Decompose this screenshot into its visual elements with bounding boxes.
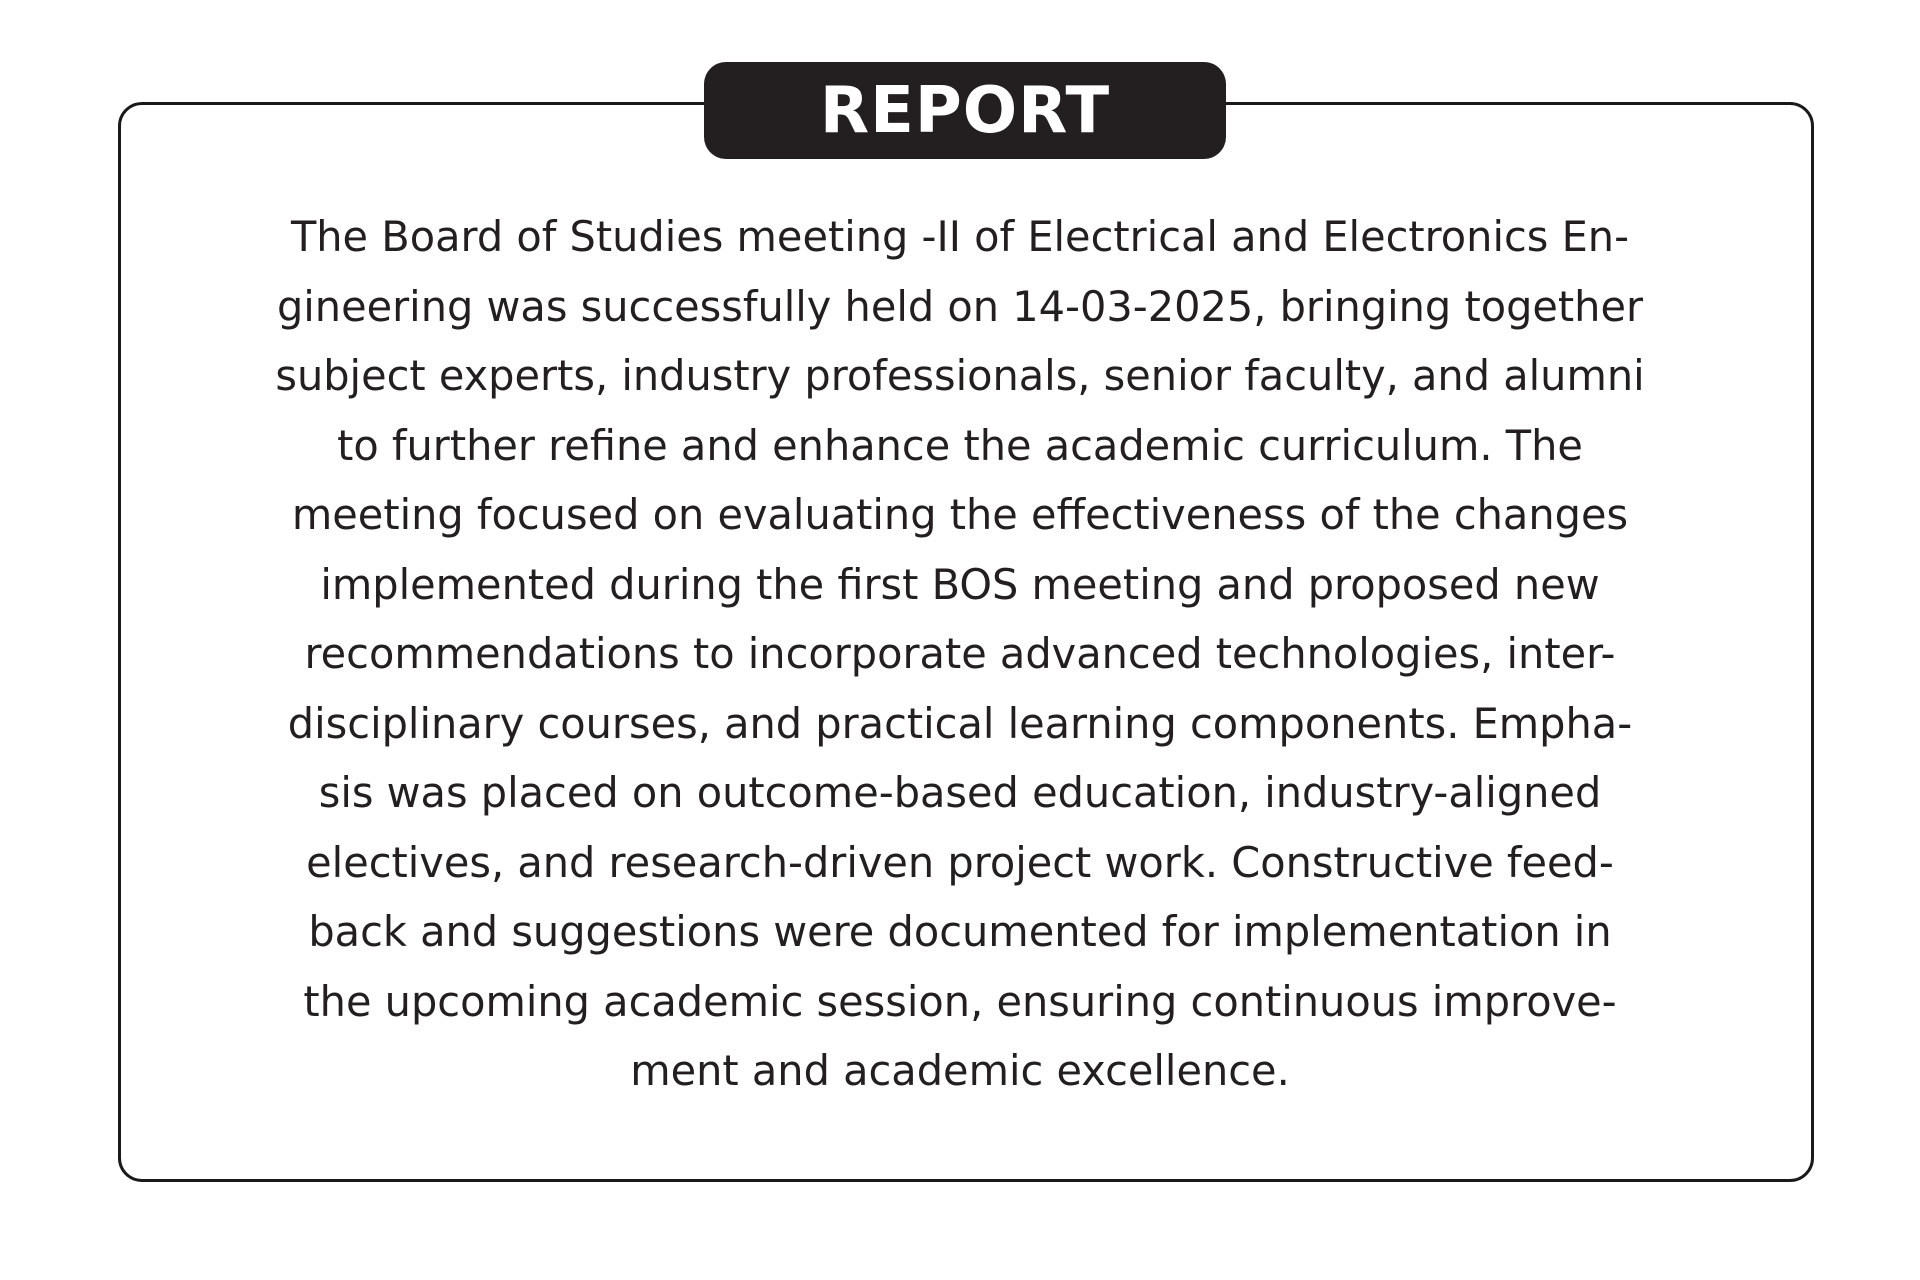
report-line: the upcoming academic session, ensuring continuous improve- bbox=[303, 976, 1617, 1026]
report-line: electives, and research-driven project work. Constructive feed- bbox=[306, 837, 1614, 887]
report-line: disciplinary courses, and practical learning components. Empha- bbox=[287, 698, 1633, 748]
report-line: to further refine and enhance the academic curriculum. The bbox=[337, 420, 1583, 470]
report-line: recommendations to incorporate advanced technologies, inter- bbox=[304, 629, 1616, 678]
report-line: subject experts, industry professionals, senior faculty, and alumni bbox=[275, 351, 1645, 400]
report-title-tab bbox=[704, 62, 1226, 159]
report-line: ment and academic excellence. bbox=[630, 1046, 1290, 1095]
report-line: gineering was successfully held on 14-03-2025, bringing together bbox=[276, 281, 1644, 331]
report-line: sis was placed on outcome-based education, industry-aligned bbox=[318, 768, 1602, 817]
report-line: meeting focused on evaluating the effectiveness of the changes bbox=[291, 490, 1629, 539]
report-line: The Board of Studies meeting -II of Electrical and Electronics En- bbox=[290, 212, 1630, 261]
report-body-text bbox=[160, 202, 1760, 1106]
report-title: REPORT bbox=[819, 73, 1111, 148]
report-line: implemented during the first BOS meeting and proposed new bbox=[320, 559, 1600, 609]
report-line: back and suggestions were documented for implementation in bbox=[308, 907, 1612, 956]
